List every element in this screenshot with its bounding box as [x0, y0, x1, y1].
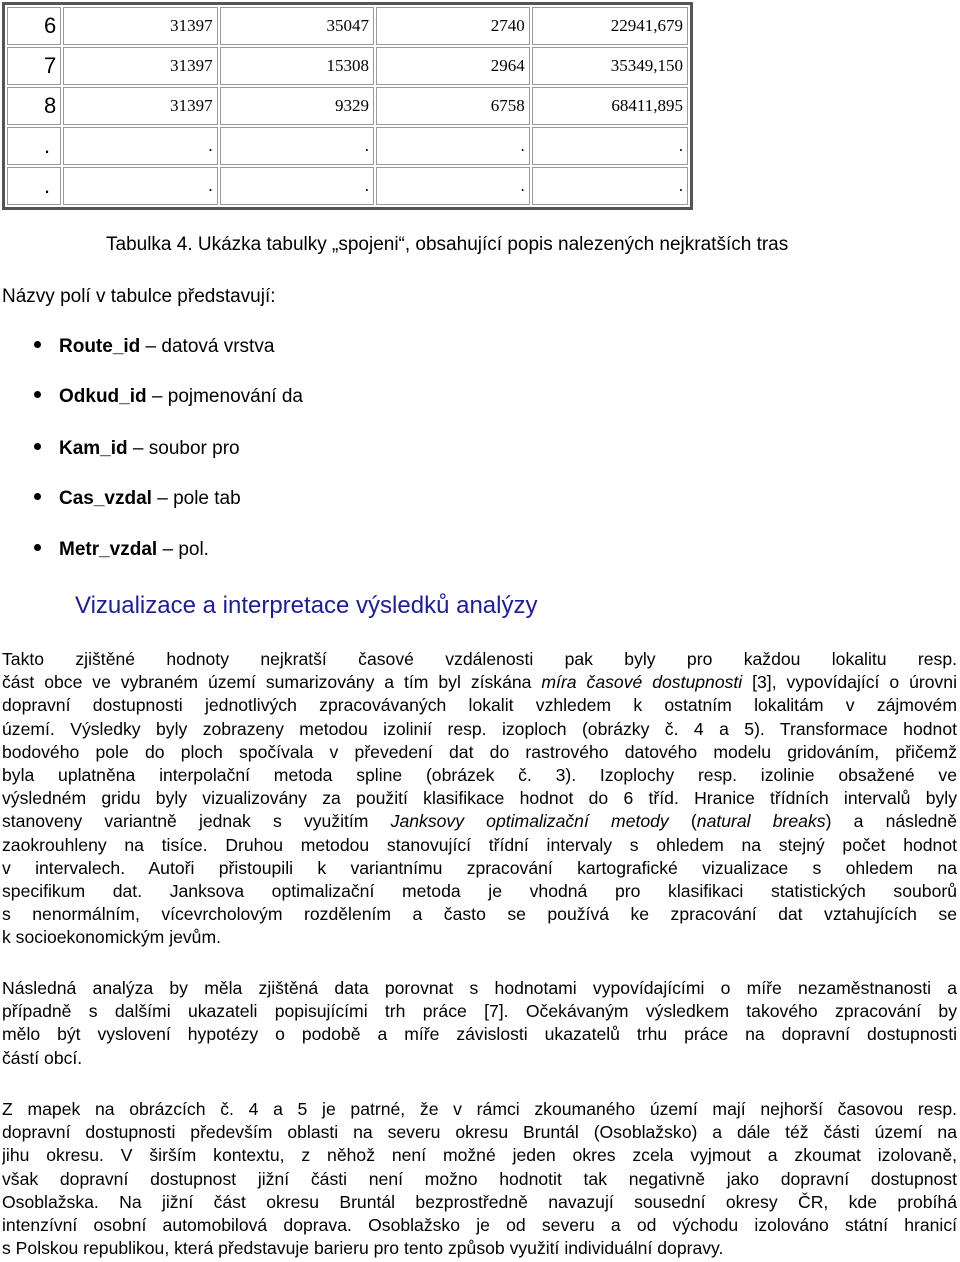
text-line: specifikum dat. Janksova optimalizační metoda je vhodná pro klasifikaci statistických souborů [2, 880, 957, 901]
table-cell: . [7, 127, 61, 165]
table-cell: 7 [7, 47, 61, 85]
table-row [7, 7, 688, 45]
table-cell: . [220, 167, 374, 205]
field-name: Metr_vzdal [59, 539, 158, 560]
field-list-item [34, 386, 303, 408]
table-cell: 35047 [220, 7, 374, 45]
table-cell: 15308 [220, 47, 374, 85]
text-line: jihu okresu. V širším kontextu, z něhož není možné jeden okres zcela vyjmout a zkoumat izolovaně, [2, 1145, 957, 1166]
text-line: část obce ve vybraném území sumarizovány a tím byl získána míra časové dostupnosti [3], vypovídající o úrovni [2, 672, 957, 693]
text-line: částí obcí. [2, 1047, 83, 1068]
text-line: území. Výsledky byly zobrazeny metodou izolinií resp. izoploch (obrázky č. 4 a 5). Transformace hodnot [2, 718, 957, 739]
text-line: výsledném gridu byly vizualizovány za použití klasifikace hodnot do 6 tříd. Hranice třídních intervalů byly [2, 788, 957, 809]
text-line: Takto zjištěné hodnoty nejkratší časové vzdálenosti pak byly pro každou lokalitu resp. [2, 649, 957, 669]
text-line: Z mapek na obrázcích č. 4 a 5 je patrné, že v rámci zkoumaného území mají nejhorší časovou resp. [2, 1099, 957, 1119]
table-cell: 8 [7, 87, 61, 125]
bullet-icon [34, 341, 41, 348]
table-cell: 31397 [63, 47, 217, 85]
text-line: zaokrouhleny na tisíce. Druhou metodou stanovující třídní intervaly s ohledem na stejný počet hodnot [2, 834, 957, 855]
field-description: – pol. [157, 539, 209, 560]
table-cell: . [220, 127, 374, 165]
text-line: s Polskou republikou, která představuje barieru pro tento způsob využití individuální dopravy. [2, 1238, 724, 1259]
table-cell: 6 [7, 7, 61, 45]
table-row [7, 87, 688, 125]
table-row [7, 167, 688, 205]
field-name: Cas_vzdal [59, 488, 152, 509]
field-description: – soubor pro [127, 438, 240, 459]
table-cell: 68411,895 [532, 87, 688, 125]
table-cell: . [63, 127, 217, 165]
route-table [2, 2, 693, 210]
text-line: Následná analýza by měla zjištěná data porovnat s hodnotami vypovídajícími o míře nezaměstnanosti a [2, 978, 957, 998]
field-description: – pojmenování da [146, 386, 303, 407]
field-list-item [34, 336, 274, 358]
field-list-item [34, 488, 241, 510]
text-line: Osoblažska. Na jižní část okresu Bruntál bezprostředně navazují sousední okresy ČR, kde probíhá [2, 1191, 957, 1212]
bullet-icon [34, 443, 41, 450]
text-line: případně s dalšími ukazateli popisujícími trh práce [7]. Očekávaným výsledkem takového zpracování by [2, 1001, 957, 1022]
paragraph-1 [2, 648, 957, 949]
table-cell: 9329 [220, 87, 374, 125]
text-line: k socioekonomickým jevům. [2, 927, 222, 948]
field-description: – pole tab [151, 488, 241, 509]
text-line: v intervalech. Autoři přistoupili k variantnímu zpracování kartografické vizualizace s ohledem na [2, 857, 957, 878]
table-cell: 35349,150 [532, 47, 688, 85]
table-cell: 22941,679 [532, 7, 688, 45]
table-cell: 6758 [376, 87, 530, 125]
bullet-icon [34, 544, 41, 551]
text-line: byla uplatněna interpolační metoda spline (obrázek č. 3). Izoplochy resp. izolinie obsažené ve [2, 764, 957, 785]
text-line: mělo být vyslovení hypotézy o podobě a míře závislosti ukazatelů trhu práce na dopravní dostupnosti [2, 1024, 957, 1045]
table-cell: . [7, 167, 61, 205]
field-description: – datová vrstva [140, 336, 275, 357]
text-line: dopravní dostupnosti jednotlivých zpracovávaných lokalit vzhledem k ostatním lokalitám v zájmovém [2, 695, 957, 716]
table-cell: . [376, 167, 530, 205]
table-cell: 31397 [63, 87, 217, 125]
table-row [7, 127, 688, 165]
section-heading: Vizualizace a interpretace výsledků analýzy [75, 592, 538, 619]
paragraph-2 [2, 977, 957, 1070]
text-line: dopravní dostupnosti především oblasti na severu okresu Bruntál (Osoblažsko) a dále též části území na [2, 1122, 957, 1143]
table-caption: Tabulka 4. Ukázka tabulky „spojeni“, obsahující popis nalezených nejkratších tras [106, 234, 789, 255]
field-name: Route_id [59, 336, 141, 357]
table-cell: . [376, 127, 530, 165]
fields-intro: Názvy polí v tabulce představují: [2, 286, 276, 307]
table-cell: . [63, 167, 217, 205]
table-cell: 2740 [376, 7, 530, 45]
text-line: stanoveny variantně jednak s využitím Janksovy optimalizační metody (natural breaks) a následně [2, 811, 957, 832]
table-cell: . [532, 167, 688, 205]
table-cell: 31397 [63, 7, 217, 45]
field-list-item [34, 539, 209, 561]
bullet-icon [34, 391, 41, 398]
bullet-icon [34, 493, 41, 500]
text-line: intenzívní osobní automobilová doprava. Osoblažsko je od severu a od východu izolováno státní hranicí [2, 1214, 957, 1235]
field-name: Odkud_id [59, 386, 147, 407]
field-list-item [34, 438, 240, 460]
paragraph-3 [2, 1098, 957, 1260]
table-cell: . [532, 127, 688, 165]
table-cell: 2964 [376, 47, 530, 85]
text-line: s nenormálním, vícevrcholovým rozdělením a často se používá ke zpracování dat vztahujících se [2, 904, 957, 925]
text-line: bodového pole do ploch spočívala v převedení dat do rastrového datového modelu gridováním, přičemž [2, 741, 957, 762]
text-line: však dopravní dostupnost jižní části není možno hodnotit tak negativně jako dopravní dostupnost [2, 1168, 957, 1189]
field-name: Kam_id [59, 438, 128, 459]
table-row [7, 47, 688, 85]
